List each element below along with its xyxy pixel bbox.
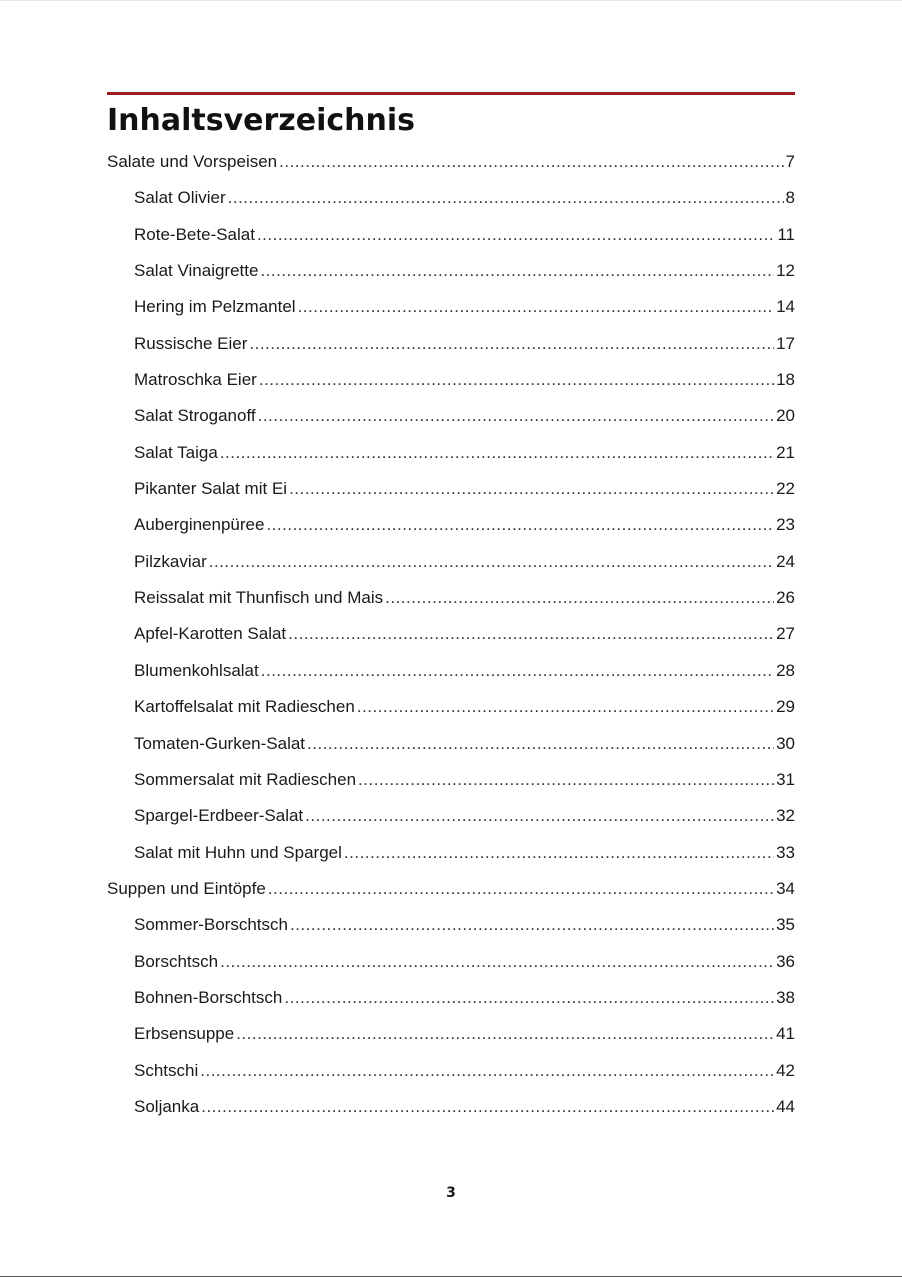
page-number: 3: [446, 1185, 456, 1201]
toc-entry-label: Erbsensuppe: [134, 1024, 235, 1044]
toc-entry[interactable]: [107, 907, 795, 943]
toc-entry-label: Blumenkohlsalat: [134, 660, 259, 680]
toc-entry-page-number: 44: [776, 1096, 795, 1116]
toc-dot-leader: [288, 616, 774, 652]
toc-dot-leader: [261, 653, 774, 689]
toc-entry-label: Salat Taiga: [134, 442, 218, 462]
toc-entry-page-number: 29: [776, 697, 795, 717]
toc-entry-page-number: 21: [776, 442, 795, 462]
toc-entry-page-number: 8: [785, 188, 795, 208]
toc-entry-page-number: 22: [776, 479, 795, 499]
toc-entry[interactable]: [107, 762, 795, 798]
toc-dot-leader: [279, 144, 783, 180]
toc-entry[interactable]: [107, 544, 795, 580]
toc-entry[interactable]: [107, 217, 795, 253]
toc-entry-label: Tomaten-Gurken-Salat: [134, 733, 306, 753]
toc-entry-page-number: 26: [776, 588, 795, 608]
toc-entry-label: Reissalat mit Thunfisch und Mais: [134, 588, 384, 608]
toc-entry[interactable]: [107, 944, 795, 980]
toc-dot-leader: [228, 180, 784, 216]
toc-dot-leader: [307, 726, 774, 762]
toc-dot-leader: [290, 907, 774, 943]
toc-dot-leader: [200, 1053, 774, 1089]
toc-entry-page-number: 11: [777, 224, 795, 244]
toc-entry[interactable]: [107, 180, 795, 216]
title-rule: [107, 92, 795, 95]
toc-entry-label: Rote-Bete-Salat: [134, 224, 255, 244]
toc-dot-leader: [305, 798, 774, 834]
toc-entry-page-number: 14: [776, 297, 795, 317]
toc-dot-leader: [357, 689, 774, 725]
toc-entry-page-number: 41: [776, 1024, 795, 1044]
toc-entry-page-number: 30: [776, 733, 795, 753]
toc-entry[interactable]: [107, 326, 795, 362]
toc-entry-label: Matroschka Eier: [134, 370, 257, 390]
toc-entry-page-number: 24: [776, 551, 795, 571]
toc-entry-page-number: 18: [776, 370, 795, 390]
toc-dot-leader: [284, 980, 774, 1016]
toc-entry[interactable]: [107, 835, 795, 871]
toc-entry[interactable]: [107, 1053, 795, 1089]
toc-entry[interactable]: [107, 1089, 795, 1125]
toc-entry-page-number: 33: [776, 842, 795, 862]
toc-entry-label: Spargel-Erdbeer-Salat: [134, 806, 304, 826]
toc-entry-label: Salat Olivier: [134, 188, 226, 208]
toc-dot-leader: [344, 835, 774, 871]
toc-entry[interactable]: [107, 289, 795, 325]
toc-dot-leader: [201, 1089, 774, 1125]
toc-entry-label: Auberginenpüree: [134, 515, 265, 535]
toc-entry[interactable]: [107, 362, 795, 398]
toc-entry[interactable]: [107, 798, 795, 834]
toc-dot-leader: [260, 253, 774, 289]
toc-dot-leader: [268, 871, 774, 907]
toc-entry-label: Sommersalat mit Radieschen: [134, 769, 357, 789]
toc-entry[interactable]: [107, 398, 795, 434]
toc-dot-leader: [209, 544, 774, 580]
toc-entry-page-number: 36: [776, 951, 795, 971]
toc-entry[interactable]: [107, 507, 795, 543]
toc-entry[interactable]: [107, 253, 795, 289]
toc-entry-page-number: 35: [776, 915, 795, 935]
table-of-contents: [107, 144, 795, 1125]
toc-entry-label: Salat Vinaigrette: [134, 261, 259, 281]
toc-entry-label: Schtschi: [134, 1060, 199, 1080]
toc-entry-label: Russische Eier: [134, 333, 248, 353]
toc-entry-page-number: 20: [776, 406, 795, 426]
toc-entry[interactable]: [107, 435, 795, 471]
toc-entry-page-number: 27: [776, 624, 795, 644]
toc-dot-leader: [220, 435, 774, 471]
toc-dot-leader: [249, 326, 774, 362]
toc-dot-leader: [236, 1016, 774, 1052]
toc-entry[interactable]: [107, 980, 795, 1016]
toc-dot-leader: [259, 362, 774, 398]
toc-dot-leader: [266, 507, 774, 543]
toc-entry-label: Salate und Vorspeisen: [107, 152, 278, 171]
toc-dot-leader: [298, 289, 775, 325]
page-title: Inhaltsverzeichnis: [107, 103, 416, 138]
toc-entry-label: Pikanter Salat mit Ei: [134, 479, 288, 499]
toc-entry-label: Suppen und Eintöpfe: [107, 878, 266, 898]
toc-entry-page-number: 32: [776, 806, 795, 826]
toc-entry-label: Pilzkaviar: [134, 551, 207, 571]
toc-dot-leader: [220, 944, 774, 980]
toc-entry[interactable]: [107, 726, 795, 762]
toc-entry-label: Borschtsch: [134, 951, 219, 971]
toc-entry-page-number: 23: [776, 515, 795, 535]
toc-dot-leader: [358, 762, 774, 798]
toc-entry[interactable]: [107, 1016, 795, 1052]
toc-entry[interactable]: [107, 471, 795, 507]
toc-entry-page-number: 42: [776, 1060, 795, 1080]
toc-entry[interactable]: [107, 616, 795, 652]
toc-entry-label: Sommer-Borschtsch: [134, 915, 288, 935]
toc-dot-leader: [385, 580, 774, 616]
toc-dot-leader: [289, 471, 774, 507]
toc-entry-page-number: 17: [776, 333, 795, 353]
toc-entry-page-number: 31: [776, 769, 795, 789]
toc-entry-label: Bohnen-Borschtsch: [134, 987, 283, 1007]
toc-entry[interactable]: [107, 653, 795, 689]
toc-section-entry[interactable]: [107, 871, 795, 907]
toc-entry-label: Salat Stroganoff: [134, 406, 256, 426]
toc-entry-label: Kartoffelsalat mit Radieschen: [134, 697, 355, 717]
toc-entry-page-number: 12: [776, 261, 795, 281]
toc-section-entry[interactable]: [107, 144, 795, 180]
toc-entry-label: Salat mit Huhn und Spargel: [134, 842, 342, 862]
toc-entry-page-number: 34: [776, 878, 795, 898]
toc-entry-label: Hering im Pelzmantel: [134, 297, 296, 317]
toc-entry-label: Soljanka: [134, 1096, 200, 1116]
toc-dot-leader: [258, 398, 774, 434]
toc-entry-page-number: 28: [776, 660, 795, 680]
toc-dot-leader: [257, 217, 775, 253]
toc-entry-page-number: 7: [785, 152, 795, 171]
toc-entry[interactable]: [107, 580, 795, 616]
toc-entry-page-number: 38: [776, 987, 795, 1007]
toc-entry-label: Apfel-Karotten Salat: [134, 624, 287, 644]
toc-entry[interactable]: [107, 689, 795, 725]
